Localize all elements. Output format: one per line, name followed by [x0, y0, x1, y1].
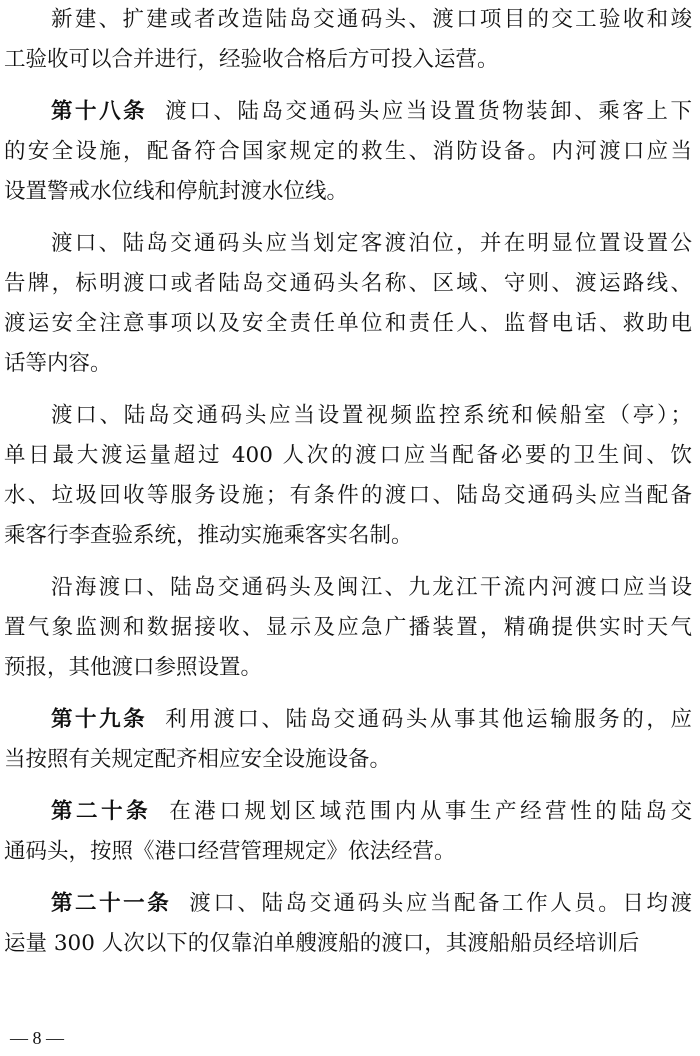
paragraph-5-line-2 [4, 608, 692, 648]
line-text: 渡口、陆岛交通码头应当配备工作人员。日均渡 [189, 891, 692, 916]
paragraph-2-line-1 [51, 92, 692, 132]
line-text: 沿海渡口、陆岛交通码头及闽江、九龙江干流内河渡口应当设 [51, 575, 692, 600]
line-text: 单日最大渡运量超过 400 人次的渡口应当配备必要的卫生间、饮 [4, 443, 692, 468]
paragraph-3-line-4 [4, 344, 692, 384]
line-text: 新建、扩建或者改造陆岛交通码头、渡口项目的交工验收和竣 [51, 7, 692, 32]
paragraph-6-line-2 [4, 740, 692, 780]
line-text: 渡口、陆岛交通码头应当划定客渡泊位，并在明显位置设置公 [51, 231, 692, 256]
line-text: 利用渡口、陆岛交通码头从事其他运输服务的，应 [165, 707, 692, 732]
article-heading: 第十八条 [51, 99, 148, 124]
line-text: 运量 300 人次以下的仅靠泊单艘渡船的渡口，其渡船船员经培训后 [4, 931, 640, 956]
line-text: 工验收可以合并进行，经验收合格后方可投入运营。 [4, 47, 499, 72]
line-text: 渡口、陆岛交通码头应当设置视频监控系统和候船室（亭）； [51, 403, 692, 428]
paragraph-8-line-1 [51, 884, 692, 924]
paragraph-5-line-3 [4, 648, 692, 688]
paragraph-4-line-3 [4, 476, 692, 516]
paragraph-4-line-1 [51, 396, 692, 436]
line-text: 渡运安全注意事项以及安全责任单位和责任人、监督电话、救助电 [4, 311, 692, 336]
article-heading: 第十九条 [51, 707, 148, 732]
page-number: — 8 — [10, 1028, 64, 1048]
paragraph-6-line-1 [51, 700, 692, 740]
line-text: 水、垃圾回收等服务设施；有条件的渡口、陆岛交通码头应当配备 [4, 483, 692, 508]
line-text: 的安全设施，配备符合国家规定的救生、消防设备。内河渡口应当 [4, 139, 692, 164]
paragraph-4-line-4 [4, 516, 692, 556]
line-text: 设置警戒水位线和停航封渡水位线。 [4, 179, 349, 204]
paragraph-2-line-2 [4, 132, 692, 172]
paragraph-1-line-1 [51, 0, 692, 40]
line-text: 渡口、陆岛交通码头应当设置货物装卸、乘客上下 [165, 99, 692, 124]
article-heading: 第二十一条 [51, 891, 172, 916]
line-text: 在港口规划区域范围内从事生产经营性的陆岛交 [169, 799, 692, 824]
paragraph-3-line-3 [4, 304, 692, 344]
paragraph-2-line-3 [4, 172, 692, 212]
paragraph-5-line-1 [51, 568, 692, 608]
paragraph-3-line-2 [4, 264, 692, 304]
paragraph-8-line-2 [4, 924, 692, 964]
article-heading: 第二十条 [51, 799, 152, 824]
line-text: 预报，其他渡口参照设置。 [4, 655, 263, 680]
paragraph-3-line-1 [51, 224, 692, 264]
line-text: 通码头，按照《港口经营管理规定》依法经营。 [4, 839, 456, 864]
line-text: 乘客行李查验系统，推动实施乘客实名制。 [4, 523, 413, 548]
paragraph-4-line-2 [4, 436, 692, 476]
paragraph-1-line-2 [4, 40, 692, 80]
paragraph-7-line-2 [4, 832, 692, 872]
document-page [4, 0, 692, 1056]
line-text: 话等内容。 [4, 351, 112, 376]
line-text: 当按照有关规定配齐相应安全设施设备。 [4, 747, 392, 772]
line-text: 置气象监测和数据接收、显示及应急广播装置，精确提供实时天气 [4, 615, 692, 640]
paragraph-7-line-1 [51, 792, 692, 832]
line-text: 告牌，标明渡口或者陆岛交通码头名称、区域、守则、渡运路线、 [4, 271, 692, 296]
